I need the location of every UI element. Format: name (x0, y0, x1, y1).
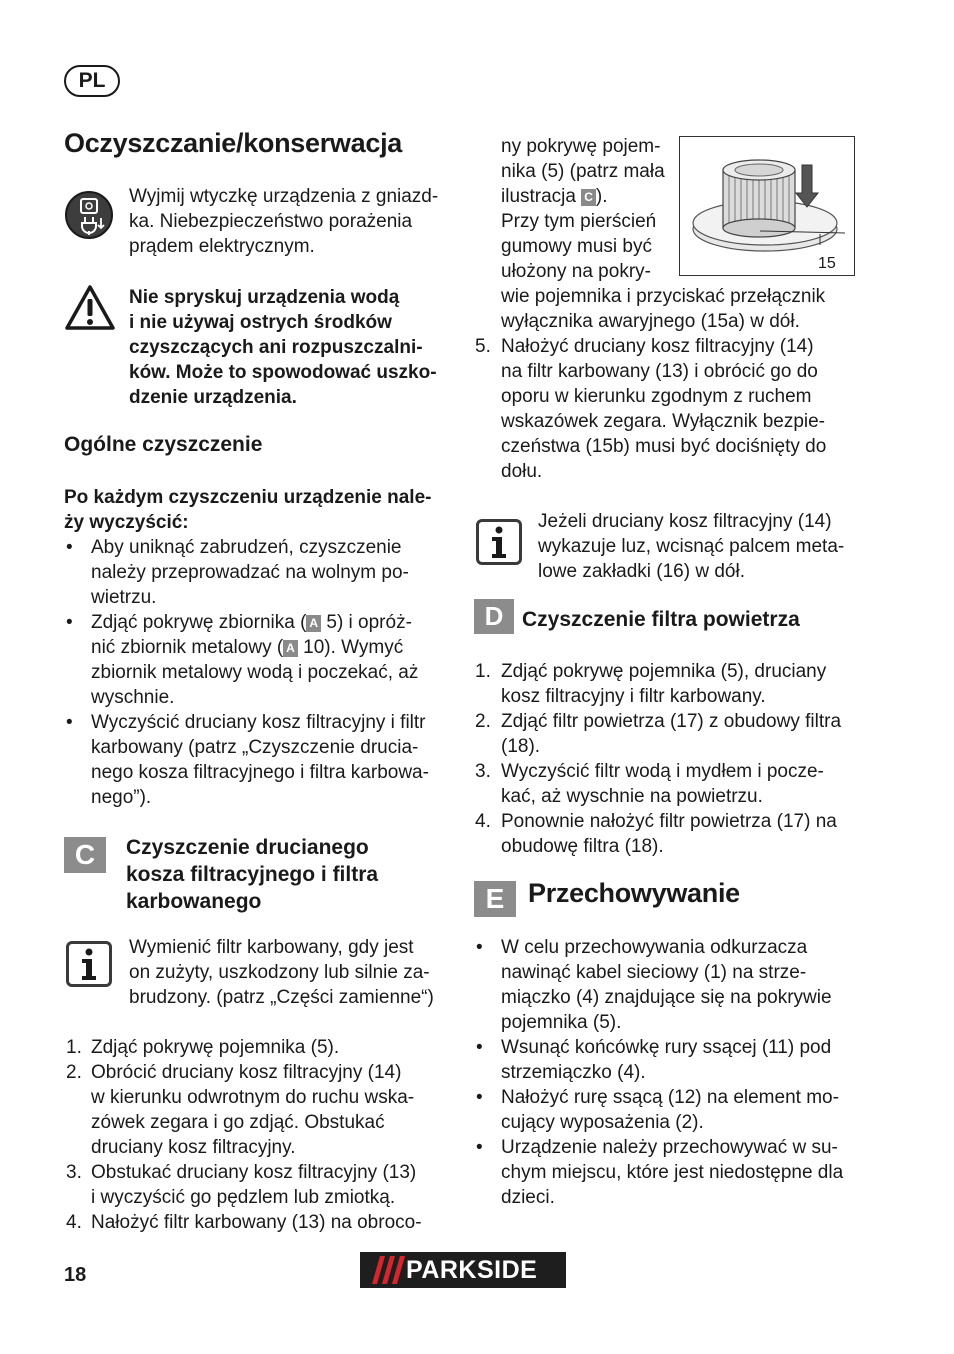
general-intro: Po każdym czyszczeniu urządzenie nale- ży wyczyścić: (64, 487, 432, 533)
step-number: 3. (475, 761, 491, 782)
step-number: 2. (66, 1062, 82, 1083)
list-item: Zdjąć pokrywę pojemnika (5). (91, 1037, 340, 1058)
filter-illustration (679, 136, 855, 276)
figure-ref-badge: A (306, 615, 321, 632)
section-d-heading: Czyszczenie filtra powietrza (522, 608, 800, 631)
bullet: • (66, 537, 73, 558)
list-item: Nałożyć filtr karbowany (13) na obroco- (91, 1212, 422, 1233)
section-letter-c: C (64, 837, 106, 873)
parkside-logo (360, 1252, 566, 1288)
step-number: 4. (475, 811, 491, 832)
page-number: 18 (64, 1264, 87, 1286)
list-item: Aby uniknąć zabrudzeń, czyszczenie należy przeprowadzać na wolnym po- wietrzu. (91, 537, 409, 608)
list-item: Urządzenie należy przechowywać w su- chym miejscu, które jest niedostępne dla dzieci. (501, 1137, 844, 1208)
step-number: 3. (66, 1162, 82, 1183)
brand-name: PARKSIDE (406, 1256, 538, 1284)
general-cleaning-heading: Ogólne czyszczenie (64, 433, 263, 456)
step-4-continuation: ny pokrywę pojem- nika (5) (patrz mała ilustracja C ). Przy tym pierścień gumowy musi być ułożony na pokry- wie pojemnika i przyciskać przełącznik wyłącznika awaryjnego (15a) w dół. (501, 136, 826, 332)
list-item: W celu przechowywania odkurzacza nawinąć kabel sieciowy (1) na strze- miączko (4) znajdujące się na pokrywie pojemnika (5). (501, 937, 832, 1033)
unplug-icon (64, 190, 114, 240)
info-replace-filter: Wymienić filtr karbowany, gdy jest on zużyty, uszkodzony lub silnie za- brudzony. (patrz „Części zamienne“) (129, 937, 434, 1008)
list-item: Wyczyścić filtr wodą i mydłem i pocze- kać, aż wyschnie na powietrzu. (501, 761, 824, 807)
warning-spray-text: Nie spryskuj urządzenia wodą i nie używaj ostrych środków czyszczących ani rozpuszczalni- ków. Może to spowodować uszko- dzenie urządzenia. (129, 287, 437, 408)
list-item: Nałożyć rurę ssącą (12) na element mo- cujący wyposażenia (2). (501, 1087, 839, 1133)
list-item: Obrócić druciany kosz filtracyjny (14) w kierunku odwrotnym do ruchu wska- zówek zegara i go zdjąć. Obstukać druciany kosz filtracyjny. (91, 1062, 415, 1158)
bullet: • (66, 712, 73, 733)
language-badge: PL (64, 65, 120, 97)
info-loose-basket: Jeżeli druciany kosz filtracyjny (14) wykazuje luz, wcisnąć palcem meta- lowe zakładki (16) w dół. (538, 511, 845, 582)
bullet: • (476, 1087, 483, 1108)
step-number: 1. (475, 661, 491, 682)
figure-label: 15 (818, 255, 836, 272)
step-number: 5. (475, 336, 491, 357)
step-number: 2. (475, 711, 491, 732)
bullet: • (476, 1137, 483, 1158)
list-item: Wyczyścić druciany kosz filtracyjny i filtr karbowany (patrz „Czyszczenie drucia- nego kosza filtracyjnego i filtra karbowa- nego”). (91, 712, 429, 808)
main-title: Oczyszczanie/konserwacja (64, 128, 402, 158)
bullet: • (66, 612, 73, 633)
list-item: Ponownie nałożyć filtr powietrza (17) na obudowę filtra (18). (501, 811, 837, 857)
list-item: Zdjąć pokrywę pojemnika (5), druciany kosz filtracyjny i filtr karbowany. (501, 661, 827, 707)
section-c-heading: Czyszczenie drucianego kosza filtracyjnego i filtra karbowanego (126, 836, 379, 913)
bullet: • (476, 937, 483, 958)
section-letter-d: D (474, 599, 514, 634)
list-item: Nałożyć druciany kosz filtracyjny (14) na filtr karbowany (13) i obrócić go do oporu w kierunku zgodnym z ruchem wskazówek zegara. Wyłącznik bezpie- czeństwa (15b) musi być dociśnięty do dołu. (501, 336, 827, 482)
list-item: Zdjąć pokrywę zbiornika ( A 5) i opróż- nić zbiornik metalowy ( A 10). Wymyć zbiornik metalowy wodą i poczekać, aż wyschnie. (91, 612, 419, 708)
warning-unplug-text: Wyjmij wtyczkę urządzenia z gniazd- ka. Niebezpieczeństwo porażenia prądem elektrycznym. (129, 186, 439, 257)
section-e-heading: Przechowywanie (528, 878, 740, 908)
step-number: 1. (66, 1037, 82, 1058)
figure-ref-badge: A (283, 640, 298, 657)
bullet: • (476, 1037, 483, 1058)
info-icon (66, 941, 112, 987)
figure-ref-badge: C (581, 189, 596, 206)
list-item: Wsunąć końcówkę rury ssącej (11) pod strzemiączko (4). (501, 1037, 832, 1083)
info-icon (476, 519, 522, 565)
list-item: Obstukać druciany kosz filtracyjny (13) i wyczyścić go pędzlem lub zmiotką. (91, 1162, 417, 1208)
section-letter-e: E (474, 881, 516, 917)
step-number: 4. (66, 1212, 82, 1233)
list-item: Zdjąć filtr powietrza (17) z obudowy filtra (18). (501, 711, 842, 757)
warning-triangle-icon (64, 284, 116, 332)
